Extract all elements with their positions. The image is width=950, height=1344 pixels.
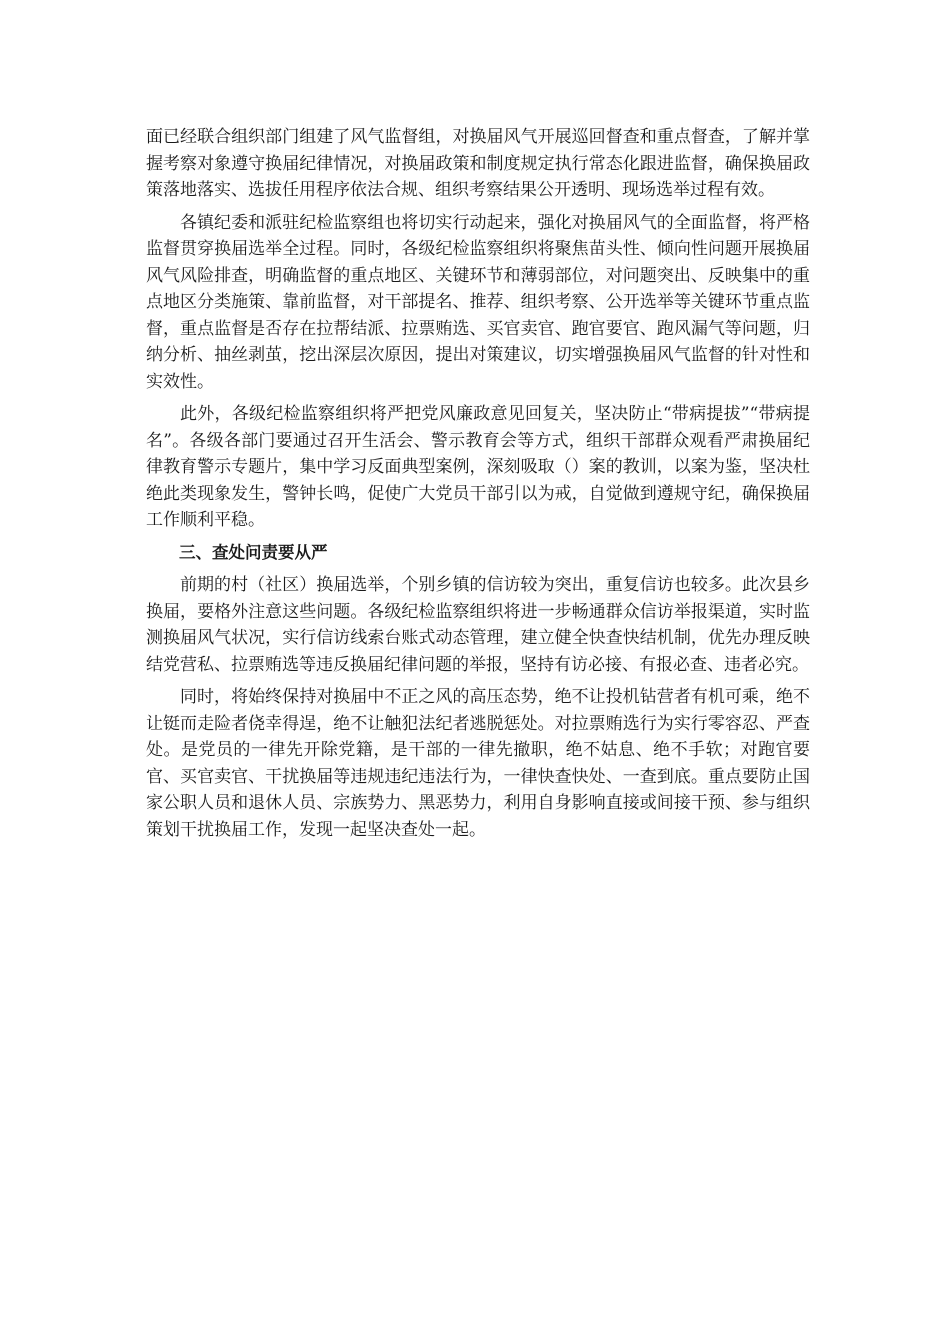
document-body xyxy=(146,124,810,849)
paragraph-continued: 面已经联合组织部门组建了风气监督组，对换届风气开展巡回督查和重点督查，了解并掌握考察对象遵守换届纪律情况，对换届政策和制度规定执行常态化跟进监督，确保换届政策落地落实、选拔任用程序依法合规、组织考察结果公开透明、现场选举过程有效。 xyxy=(146,127,810,200)
paragraph: 此外，各级纪检监察组织将严把党风廉政意见回复关，坚决防止“带病提拔”“带病提名”。各级各部门要通过召开生活会、警示教育会等方式，组织干部群众观看严肃换届纪律教育警示专题片，集中学习反面典型案例，深刻吸取（）案的教训，以案为鉴，坚决杜绝此类现象发生，警钟长鸣，促使广大党员干部引以为戒，自觉做到遵规守纪，确保换届工作顺利平稳。 xyxy=(146,404,810,530)
paragraph: 各镇纪委和派驻纪检监察组也将切实行动起来，强化对换届风气的全面监督，将严格监督贯穿换届选举全过程。同时，各级纪检监察组织将聚焦苗头性、倾向性问题开展换届风气风险排查，明确监督的重点地区、关键环节和薄弱部位，对问题突出、反映集中的重点地区分类施策、靠前监督，对干部提名、推荐、组织考察、公开选举等关键环节重点监督，重点监督是否存在拉帮结派、拉票贿选、买官卖官、跑官要官、跑风漏气等问题，归纳分析、抽丝剥茧，挖出深层次原因，提出对策建议，切实增强换届风气监督的针对性和实效性。 xyxy=(146,212,810,392)
paragraph: 同时，将始终保持对换届中不正之风的高压态势，绝不让投机钻营者有机可乘，绝不让铤而走险者侥幸得逞，绝不让触犯法纪者逃脱惩处。对拉票贿选行为实行零容忍、严查处。是党员的一律先开除党籍，是干部的一律先撤职，绝不姑息、绝不手软；对跑官要官、买官卖官、干扰换届等违规违纪违法行为，一律快查快处、一查到底。重点要防止国家公职人员和退休人员、宗族势力、黑恶势力，利用自身影响直接或间接干预、参与组织策划干扰换届工作，发现一起坚决查处一起。 xyxy=(146,687,810,840)
section-heading: 三、查处问责要从严 xyxy=(179,542,328,562)
paragraph: 前期的村（社区）换届选举，个别乡镇的信访较为突出，重复信访也较多。此次县乡换届，要格外注意这些问题。各级纪检监察组织将进一步畅通群众信访举报渠道，实时监测换届风气状况，实行信访线索台账式动态管理，建立健全快查快结机制，优先办理反映结党营私、拉票贿选等违反换届纪律问题的举报，坚持有访必接、有报必查、违者必究。 xyxy=(146,575,810,675)
